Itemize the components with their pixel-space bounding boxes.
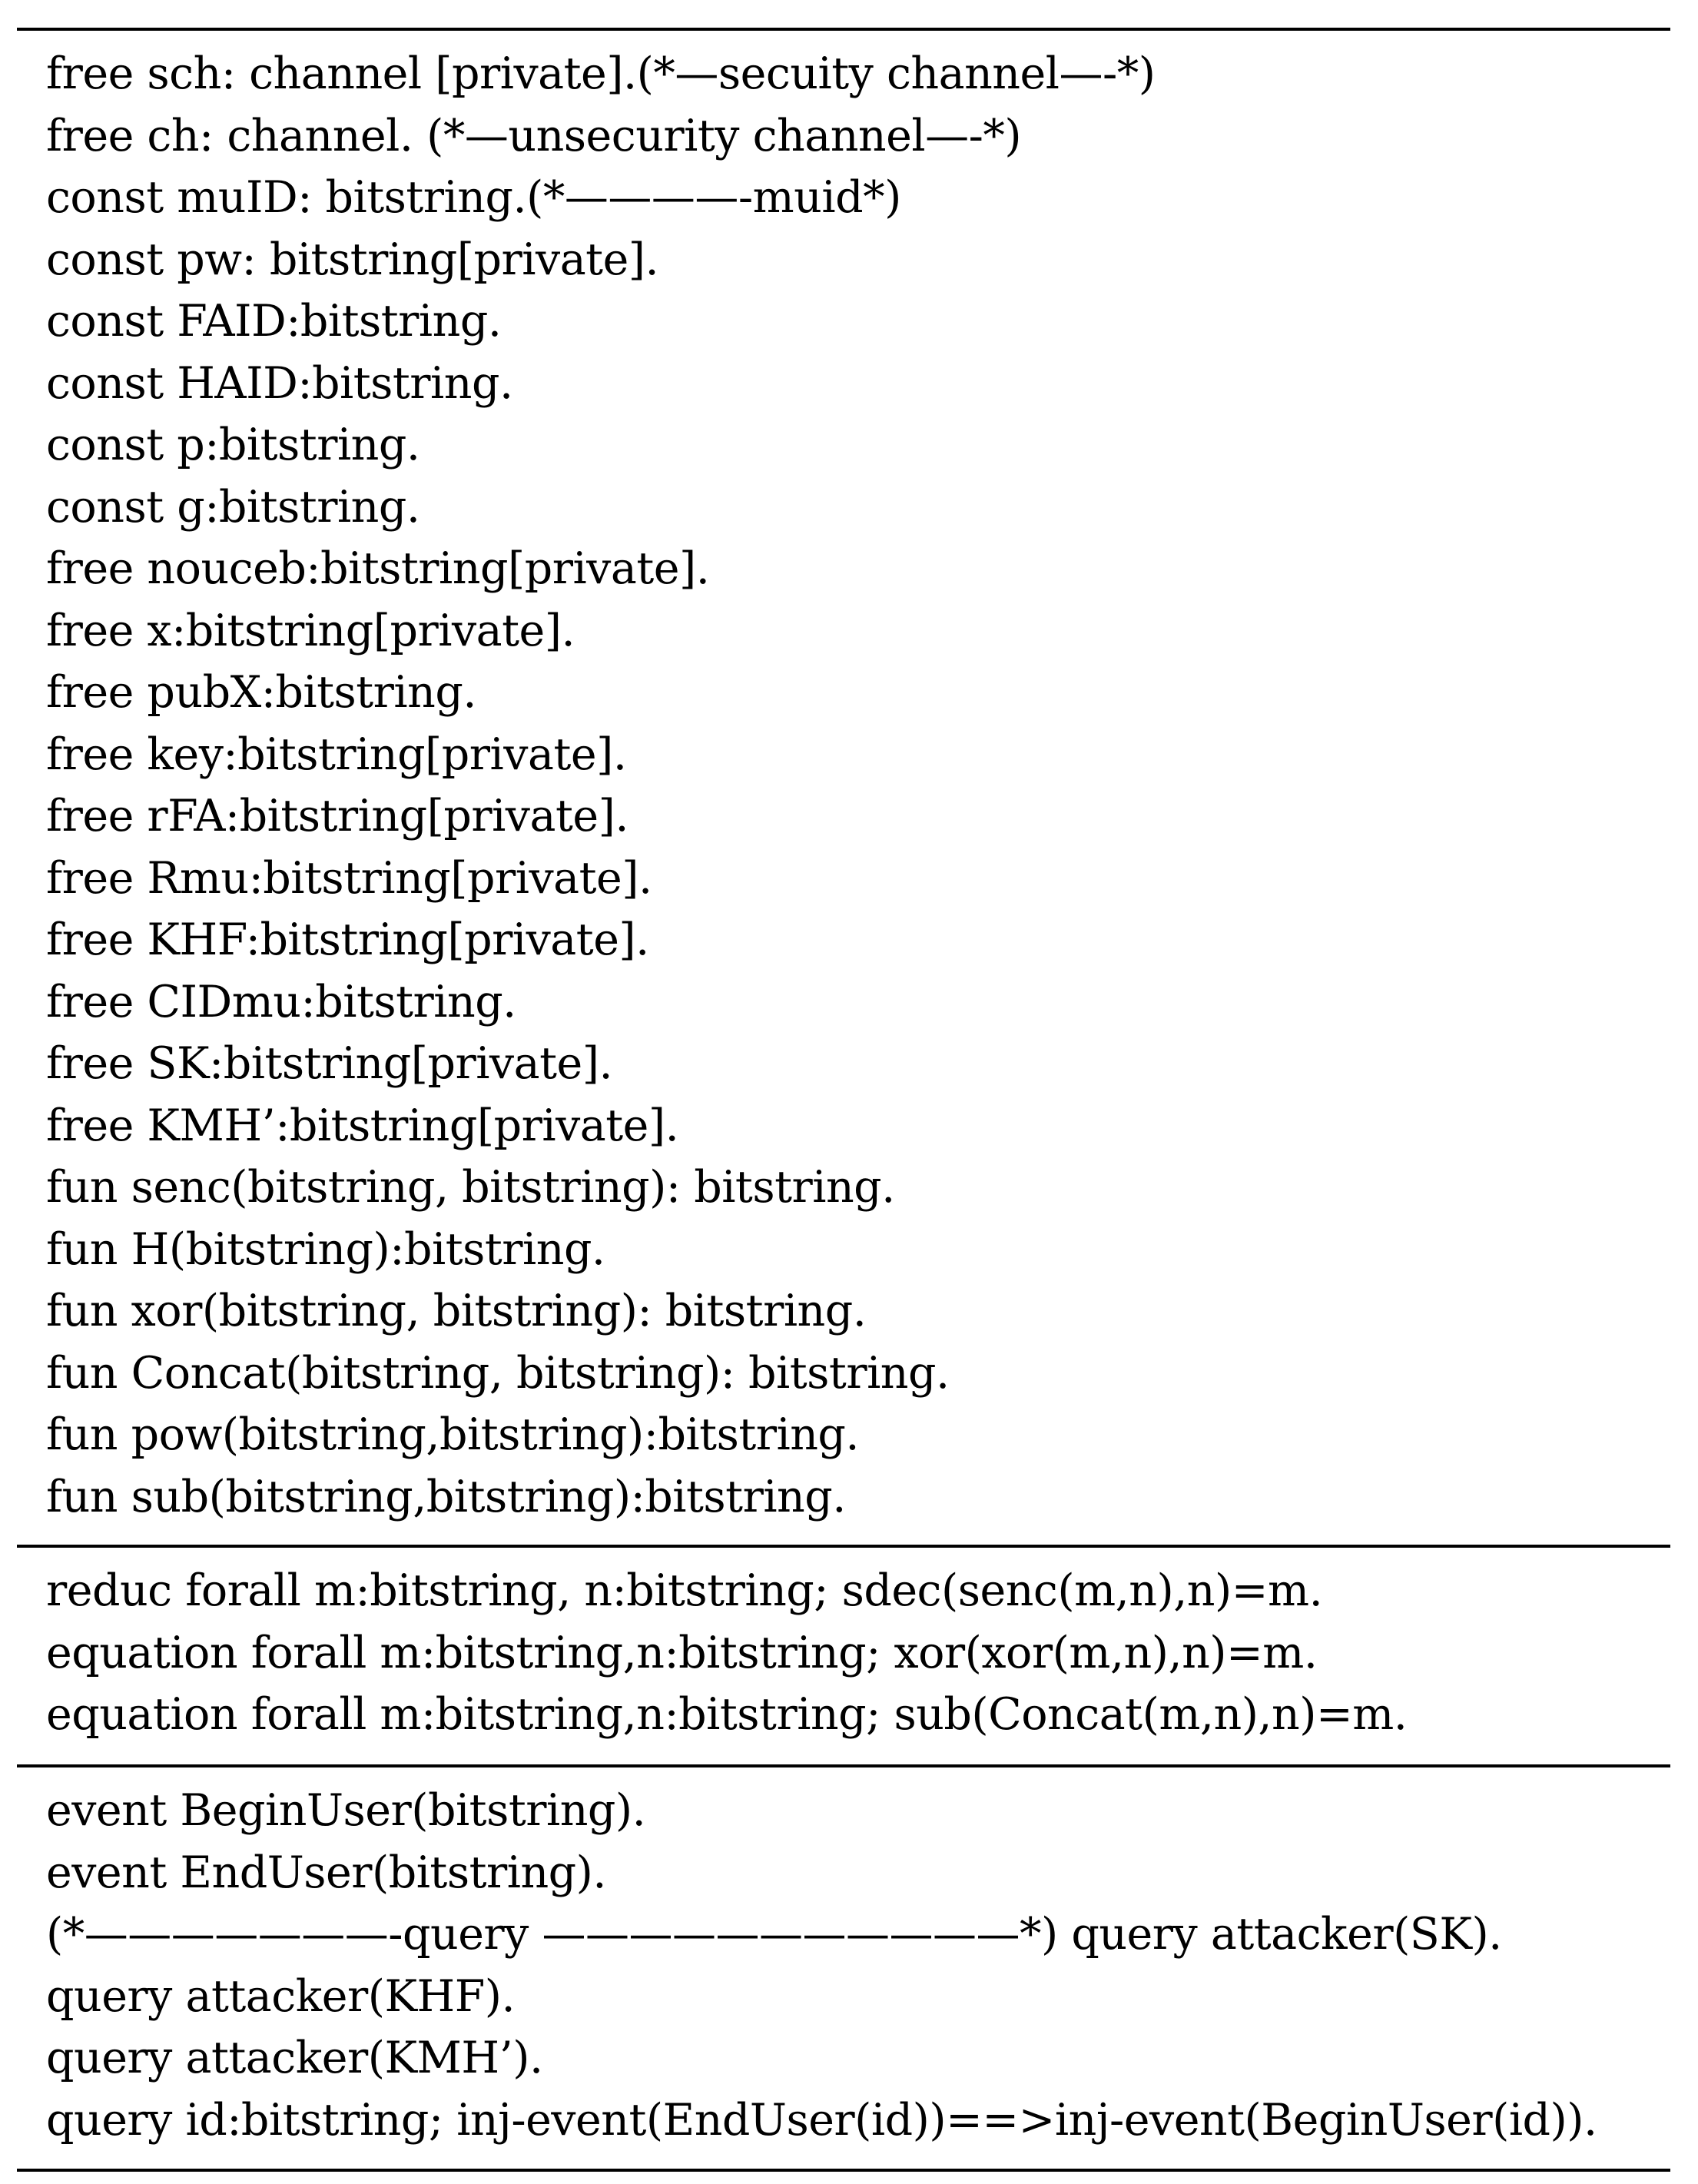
section-rule-1 (17, 1545, 1670, 1548)
code-line: free ch: channel. (*—unsecurity channel—-*) (46, 110, 1022, 161)
code-line: const p:bitstring. (46, 420, 420, 470)
code-line: free CIDmu:bitstring. (46, 976, 516, 1027)
equations-section (46, 1560, 1660, 1746)
code-line: free sch: channel [private].(*—secuity channel—-*) (46, 48, 1156, 99)
code-line: free key:bitstring[private]. (46, 729, 627, 780)
code-line: const HAID:bitstring. (46, 357, 513, 409)
code-line: free KHF:bitstring[private]. (46, 914, 649, 965)
section-rule-2 (17, 1764, 1670, 1767)
code-line: free nouceb:bitstring[private]. (46, 543, 710, 594)
bottom-rule (17, 2169, 1670, 2172)
code-line: query attacker(KHF). (46, 1970, 516, 2022)
queries-section (46, 1780, 1660, 2151)
code-line: fun pow(bitstring,bitstring):bitstring. (46, 1409, 860, 1460)
top-rule (17, 28, 1670, 31)
code-line: event BeginUser(bitstring). (46, 1785, 646, 1836)
code-line: equation forall m:bitstring,n:bitstring; sub(Concat(m,n),n)=m. (46, 1689, 1408, 1740)
code-line: const FAID:bitstring. (46, 296, 502, 347)
code-line: fun H(bitstring):bitstring. (46, 1223, 605, 1275)
code-line: event EndUser(bitstring). (46, 1847, 607, 1898)
code-line: free Rmu:bitstring[private]. (46, 852, 652, 904)
code-line: (*———————-query ———————————*) query attacker(SK). (46, 1909, 1502, 1960)
code-line: fun sub(bitstring,bitstring):bitstring. (46, 1471, 846, 1522)
code-line: const muID: bitstring.(*————-muid*) (46, 172, 901, 223)
code-line: fun xor(bitstring, bitstring): bitstring. (46, 1286, 867, 1336)
code-line: equation forall m:bitstring,n:bitstring; xor(xor(m,n),n)=m. (46, 1627, 1318, 1678)
code-line: free KMH’:bitstring[private]. (46, 1100, 679, 1151)
code-line: free x:bitstring[private]. (46, 605, 575, 656)
code-line: free rFA:bitstring[private]. (46, 791, 628, 841)
code-line: const g:bitstring. (46, 481, 420, 533)
code-line: query attacker(KMH’). (46, 2033, 543, 2083)
declarations-section (46, 43, 1660, 1528)
code-line: free SK:bitstring[private]. (46, 1038, 613, 1089)
code-line: fun Concat(bitstring, bitstring): bitstring. (46, 1347, 950, 1399)
code-line: query id:bitstring; inj-event(EndUser(id))==>inj-event(BeginUser(id)). (46, 2094, 1597, 2146)
code-line: const pw: bitstring[private]. (46, 234, 659, 285)
code-line: free pubX:bitstring. (46, 667, 476, 718)
code-line: reduc forall m:bitstring, n:bitstring; sdec(senc(m,n),n)=m. (46, 1565, 1323, 1616)
code-line: fun senc(bitstring, bitstring): bitstring. (46, 1162, 895, 1213)
